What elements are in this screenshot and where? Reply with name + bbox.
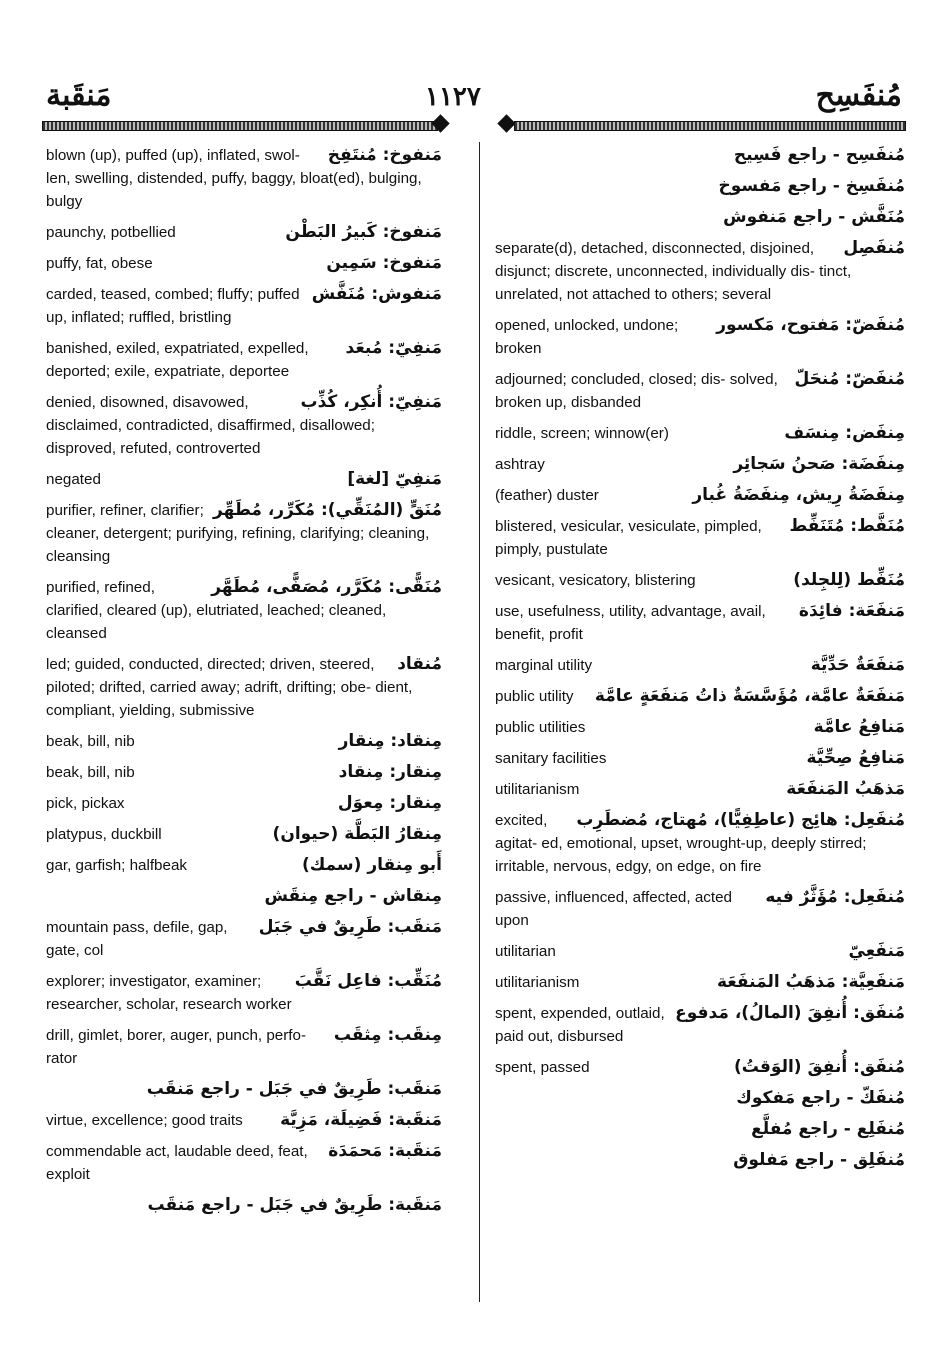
english-definition: marginal utility <box>495 657 593 674</box>
arabic-headword: مُنَفَّش - راجع مَنفوش <box>723 207 905 227</box>
english-definition: spent, passed <box>495 1059 590 1076</box>
arabic-headword: مِنقَب: مِثقَب <box>333 1025 442 1045</box>
arabic-headword: مَنفوخ: سَمِين <box>326 253 442 273</box>
arabic-headword: مَنفِيّ: أُنكِر، كُذِّب <box>300 392 442 412</box>
dictionary-entry <box>46 970 442 1016</box>
dictionary-entry <box>46 1078 442 1101</box>
arabic-headword: مَنفِيّ: مُبعَد <box>345 338 442 358</box>
english-definition: carded, teased, combed; fluffy; puffed up, inflated; ruffled, bristling <box>46 286 300 326</box>
dictionary-entry <box>46 499 442 568</box>
dictionary-entry <box>495 654 905 677</box>
dictionary-entry <box>495 1056 905 1079</box>
dictionary-entry <box>495 206 905 229</box>
arabic-headword: مِنقار: مِعوَل <box>337 793 442 813</box>
dictionary-entry <box>495 716 905 739</box>
english-definition: passive, influenced, affected, acted upon <box>495 889 732 929</box>
arabic-headword: مِنقاش - راجع مِنقَش <box>264 886 442 906</box>
right-column <box>495 144 905 1180</box>
english-definition: riddle, screen; winnow(er) <box>495 425 669 442</box>
dictionary-entry <box>495 940 905 963</box>
dictionary-entry <box>495 515 905 561</box>
arabic-headword: مَنقَبة: فَضِيلَة، مَزِيَّة <box>280 1110 442 1130</box>
dictionary-entry <box>495 1149 905 1172</box>
arabic-headword: مُنَقًّى: مُكَرَّر، مُصَفًّى، مُطَهَّر <box>211 577 442 597</box>
arabic-headword: أَبو مِنقار (سمك) <box>301 855 442 875</box>
english-definition: vesicant, vesicatory, blistering <box>495 572 696 589</box>
arabic-headword: مِنفَضَةُ رِيش، مِنفَضَةُ غُبار <box>692 485 905 505</box>
arabic-headword: مُنفَلِع - راجع مُفلَّع <box>751 1119 905 1139</box>
english-definition: banished, exiled, expatriated, expelled, deported; exile, expatriate, deportee <box>46 340 309 380</box>
arabic-headword: مَنافِعُ صِحِّيَّة <box>806 748 905 768</box>
dictionary-entry <box>495 368 905 414</box>
english-definition: mountain pass, defile, gap, gate, col <box>46 919 228 959</box>
arabic-headword: مُنَقِّب: فاعِل نَقَّبَ <box>294 971 442 991</box>
english-definition: denied, disowned, disavowed, disclaimed, contradicted, disaffirmed, disallowed; disproved, refuted, controverted <box>46 394 375 457</box>
dictionary-entry <box>495 747 905 770</box>
dictionary-entry <box>46 653 442 722</box>
dictionary-entry <box>46 854 442 877</box>
arabic-headword: مُنَفِّط (لِلجِلد) <box>793 570 905 590</box>
arabic-headword: مُنفَعِل: هائِج (عاطِفِيًّا)، مُهتاج، مُضطَرِب <box>576 810 905 830</box>
dictionary-entry <box>495 600 905 646</box>
arabic-headword: مُنفَسِح - راجع فَسِيح <box>733 145 905 165</box>
arabic-headword: مَنقَب: طَرِيقٌ في جَبَل <box>258 917 442 937</box>
dictionary-entry <box>46 391 442 460</box>
dictionary-entry <box>46 792 442 815</box>
arabic-headword: مَنافِعُ عامَّة <box>813 717 905 737</box>
arabic-headword: مَنفَعَة: فائِدَة <box>798 601 905 621</box>
dictionary-entry <box>46 885 442 908</box>
dictionary-entry <box>46 252 442 275</box>
arabic-headword: مُنفَلِق - راجع مَفلوق <box>733 1150 905 1170</box>
english-definition: ashtray <box>495 456 545 473</box>
arabic-headword: مِنقاد: مِنقار <box>338 731 442 751</box>
arabic-headword: مَنقَبة: مَحمَدَة <box>328 1141 442 1161</box>
dictionary-entry <box>495 1118 905 1141</box>
english-definition: purified, refined, clarified, cleared (up), elutriated, leached; cleaned, cleansed <box>46 579 387 642</box>
arabic-headword: مَنفَعِيَّة: مَذهَبُ المَنفَعَة <box>717 972 905 992</box>
dictionary-entry <box>495 685 905 708</box>
arabic-headword: مُنَقٍّ (المُنَقِّي): مُكَرِّر، مُطَهِّر <box>213 500 442 520</box>
arabic-headword: مَنفوش: مُنَفَّش <box>311 284 442 304</box>
english-definition: commendable act, laudable deed, feat, exploit <box>46 1143 308 1183</box>
dictionary-entry <box>46 337 442 383</box>
english-definition: public utilities <box>495 719 586 736</box>
english-definition: (feather) duster <box>495 487 599 504</box>
dictionary-entry <box>495 569 905 592</box>
dictionary-entry <box>46 283 442 329</box>
arabic-headword: مُنفَسِخ - راجع مَفسوخ <box>718 176 905 196</box>
english-definition: blistered, vesicular, vesiculate, pimpled, pimply, pustulate <box>495 518 762 558</box>
dictionary-entry <box>46 916 442 962</box>
dictionary-entry <box>495 1087 905 1110</box>
english-definition: beak, bill, nib <box>46 764 135 781</box>
english-definition: public utility <box>495 688 574 705</box>
english-definition: utilitarian <box>495 943 556 960</box>
dictionary-entry <box>46 576 442 645</box>
arabic-headword: مَنقَب: طَرِيقٌ في جَبَل - راجع مَنقَب <box>146 1079 442 1099</box>
arabic-headword: مِنفَضَة: صَحنُ سَجائِر <box>733 454 905 474</box>
dictionary-entry <box>46 221 442 244</box>
dictionary-entry <box>495 1002 905 1048</box>
arabic-headword: مُنقاد <box>397 654 442 674</box>
english-definition: paunchy, potbellied <box>46 224 176 241</box>
dictionary-entry <box>495 886 905 932</box>
header-left-word: مَنقَبة <box>46 78 112 113</box>
dictionary-entry <box>46 1109 442 1132</box>
diamond-ornament-right <box>497 114 515 132</box>
header-rule-right <box>514 121 906 131</box>
english-definition: purifier, refiner, clarifier; cleaner, detergent; purifying, refining, clarifying; cleaning, cleansing <box>46 502 430 565</box>
dictionary-entry <box>46 1024 442 1070</box>
arabic-headword: مَنقَبة: طَرِيقٌ في جَبَل - راجع مَنقَب <box>147 1195 442 1215</box>
english-definition: separate(d), detached, disconnected, disjoined, disjunct; discrete, unconnected, individually dis- tinct, unrelated, not attached to others; several <box>495 240 852 303</box>
english-definition: platypus, duckbill <box>46 826 162 843</box>
arabic-headword: مِنفَض: مِنسَف <box>784 423 905 443</box>
english-definition: utilitarianism <box>495 974 580 991</box>
dictionary-entry <box>495 971 905 994</box>
arabic-headword: مُنفَضّ: مُنحَلّ <box>794 369 905 389</box>
arabic-headword: مُنفَق: أُنفِقَ (الوَقتُ) <box>734 1057 905 1077</box>
dictionary-entry <box>495 144 905 167</box>
dictionary-entry <box>46 761 442 784</box>
arabic-headword: مُنفَكّ - راجع مَفكوك <box>736 1088 905 1108</box>
english-definition: blown (up), puffed (up), inflated, swol- len, swelling, distended, puffy, baggy, bloat(ed), bulging, bulgy <box>46 147 422 210</box>
english-definition: spent, expended, outlaid, paid out, disbursed <box>495 1005 665 1045</box>
arabic-headword: مُنفَصِل <box>843 238 905 258</box>
arabic-headword: مِنقارُ البَطَّة (حيوان) <box>272 824 442 844</box>
english-definition: beak, bill, nib <box>46 733 135 750</box>
english-definition: led; guided, conducted, directed; driven, steered, piloted; drifted, carried away; adrift, drifting; obe- dient, compliant, yielding, submissive <box>46 656 413 719</box>
arabic-headword: مَنفَعِيّ <box>848 941 905 961</box>
dictionary-entry <box>495 484 905 507</box>
arabic-headword: مَذهَبُ المَنفَعَة <box>786 779 905 799</box>
english-definition: gar, garfish; halfbeak <box>46 857 187 874</box>
left-column <box>46 144 442 1225</box>
dictionary-entry <box>46 468 442 491</box>
english-definition: sanitary facilities <box>495 750 607 767</box>
english-definition: use, usefulness, utility, advantage, avail, benefit, profit <box>495 603 766 643</box>
dictionary-entry <box>46 1140 442 1186</box>
arabic-headword: مُنفَق: أُنفِقَ (المالُ)، مَدفوع <box>675 1003 905 1023</box>
dictionary-entry <box>495 778 905 801</box>
arabic-headword: مُنفَعِل: مُؤَثَّرٌ فيه <box>765 887 905 907</box>
arabic-headword: مُنفَضّ: مَفتوح، مَكسور <box>716 315 905 335</box>
arabic-headword: مَنفِيّ [لغة] <box>347 469 442 489</box>
header-right-word: مُنفَسِح <box>815 78 902 113</box>
english-definition: explorer; investigator, examiner; researcher, scholar, research worker <box>46 973 292 1013</box>
dictionary-entry <box>46 1194 442 1217</box>
dictionary-entry <box>46 823 442 846</box>
dictionary-entry <box>495 809 905 878</box>
dictionary-entry <box>495 453 905 476</box>
dictionary-entry <box>495 175 905 198</box>
header-rule-left <box>42 121 438 131</box>
english-definition: virtue, excellence; good traits <box>46 1112 243 1129</box>
arabic-headword: مَنفوخ: مُنتَفِخ <box>327 145 442 165</box>
dictionary-entry <box>495 314 905 360</box>
english-definition: excited, agitat- ed, emotional, upset, wrought-up, deeply stirred; irritable, nervous, edgy, on edge, on fire <box>495 812 867 875</box>
column-divider <box>479 142 480 1302</box>
arabic-headword: مِنقار: مِنقاد <box>338 762 442 782</box>
dictionary-entry <box>46 144 442 213</box>
arabic-headword: مَنفَعَةٌ عامَّة، مُؤَسَّسَةٌ ذاتُ مَنفَعَةٍ عامَّة <box>594 686 905 706</box>
english-definition: puffy, fat, obese <box>46 255 153 272</box>
arabic-headword: مَنفوخ: كَبيرُ البَطْن <box>285 222 442 242</box>
dictionary-entry <box>495 237 905 306</box>
english-definition: adjourned; concluded, closed; dis- solved, broken up, disbanded <box>495 371 778 411</box>
english-definition: pick, pickax <box>46 795 125 812</box>
english-definition: drill, gimlet, borer, auger, punch, perfo- rator <box>46 1027 307 1067</box>
dictionary-entry <box>495 422 905 445</box>
english-definition: utilitarianism <box>495 781 580 798</box>
dictionary-entry <box>46 730 442 753</box>
arabic-headword: مَنفَعَةٌ حَدِّيَّة <box>810 655 905 675</box>
english-definition: opened, unlocked, undone; broken <box>495 317 679 357</box>
english-definition: negated <box>46 471 101 488</box>
page-number: ١١٢٧ <box>425 82 481 112</box>
arabic-headword: مُنَفَّط: مُتَنَفِّط <box>789 516 905 536</box>
